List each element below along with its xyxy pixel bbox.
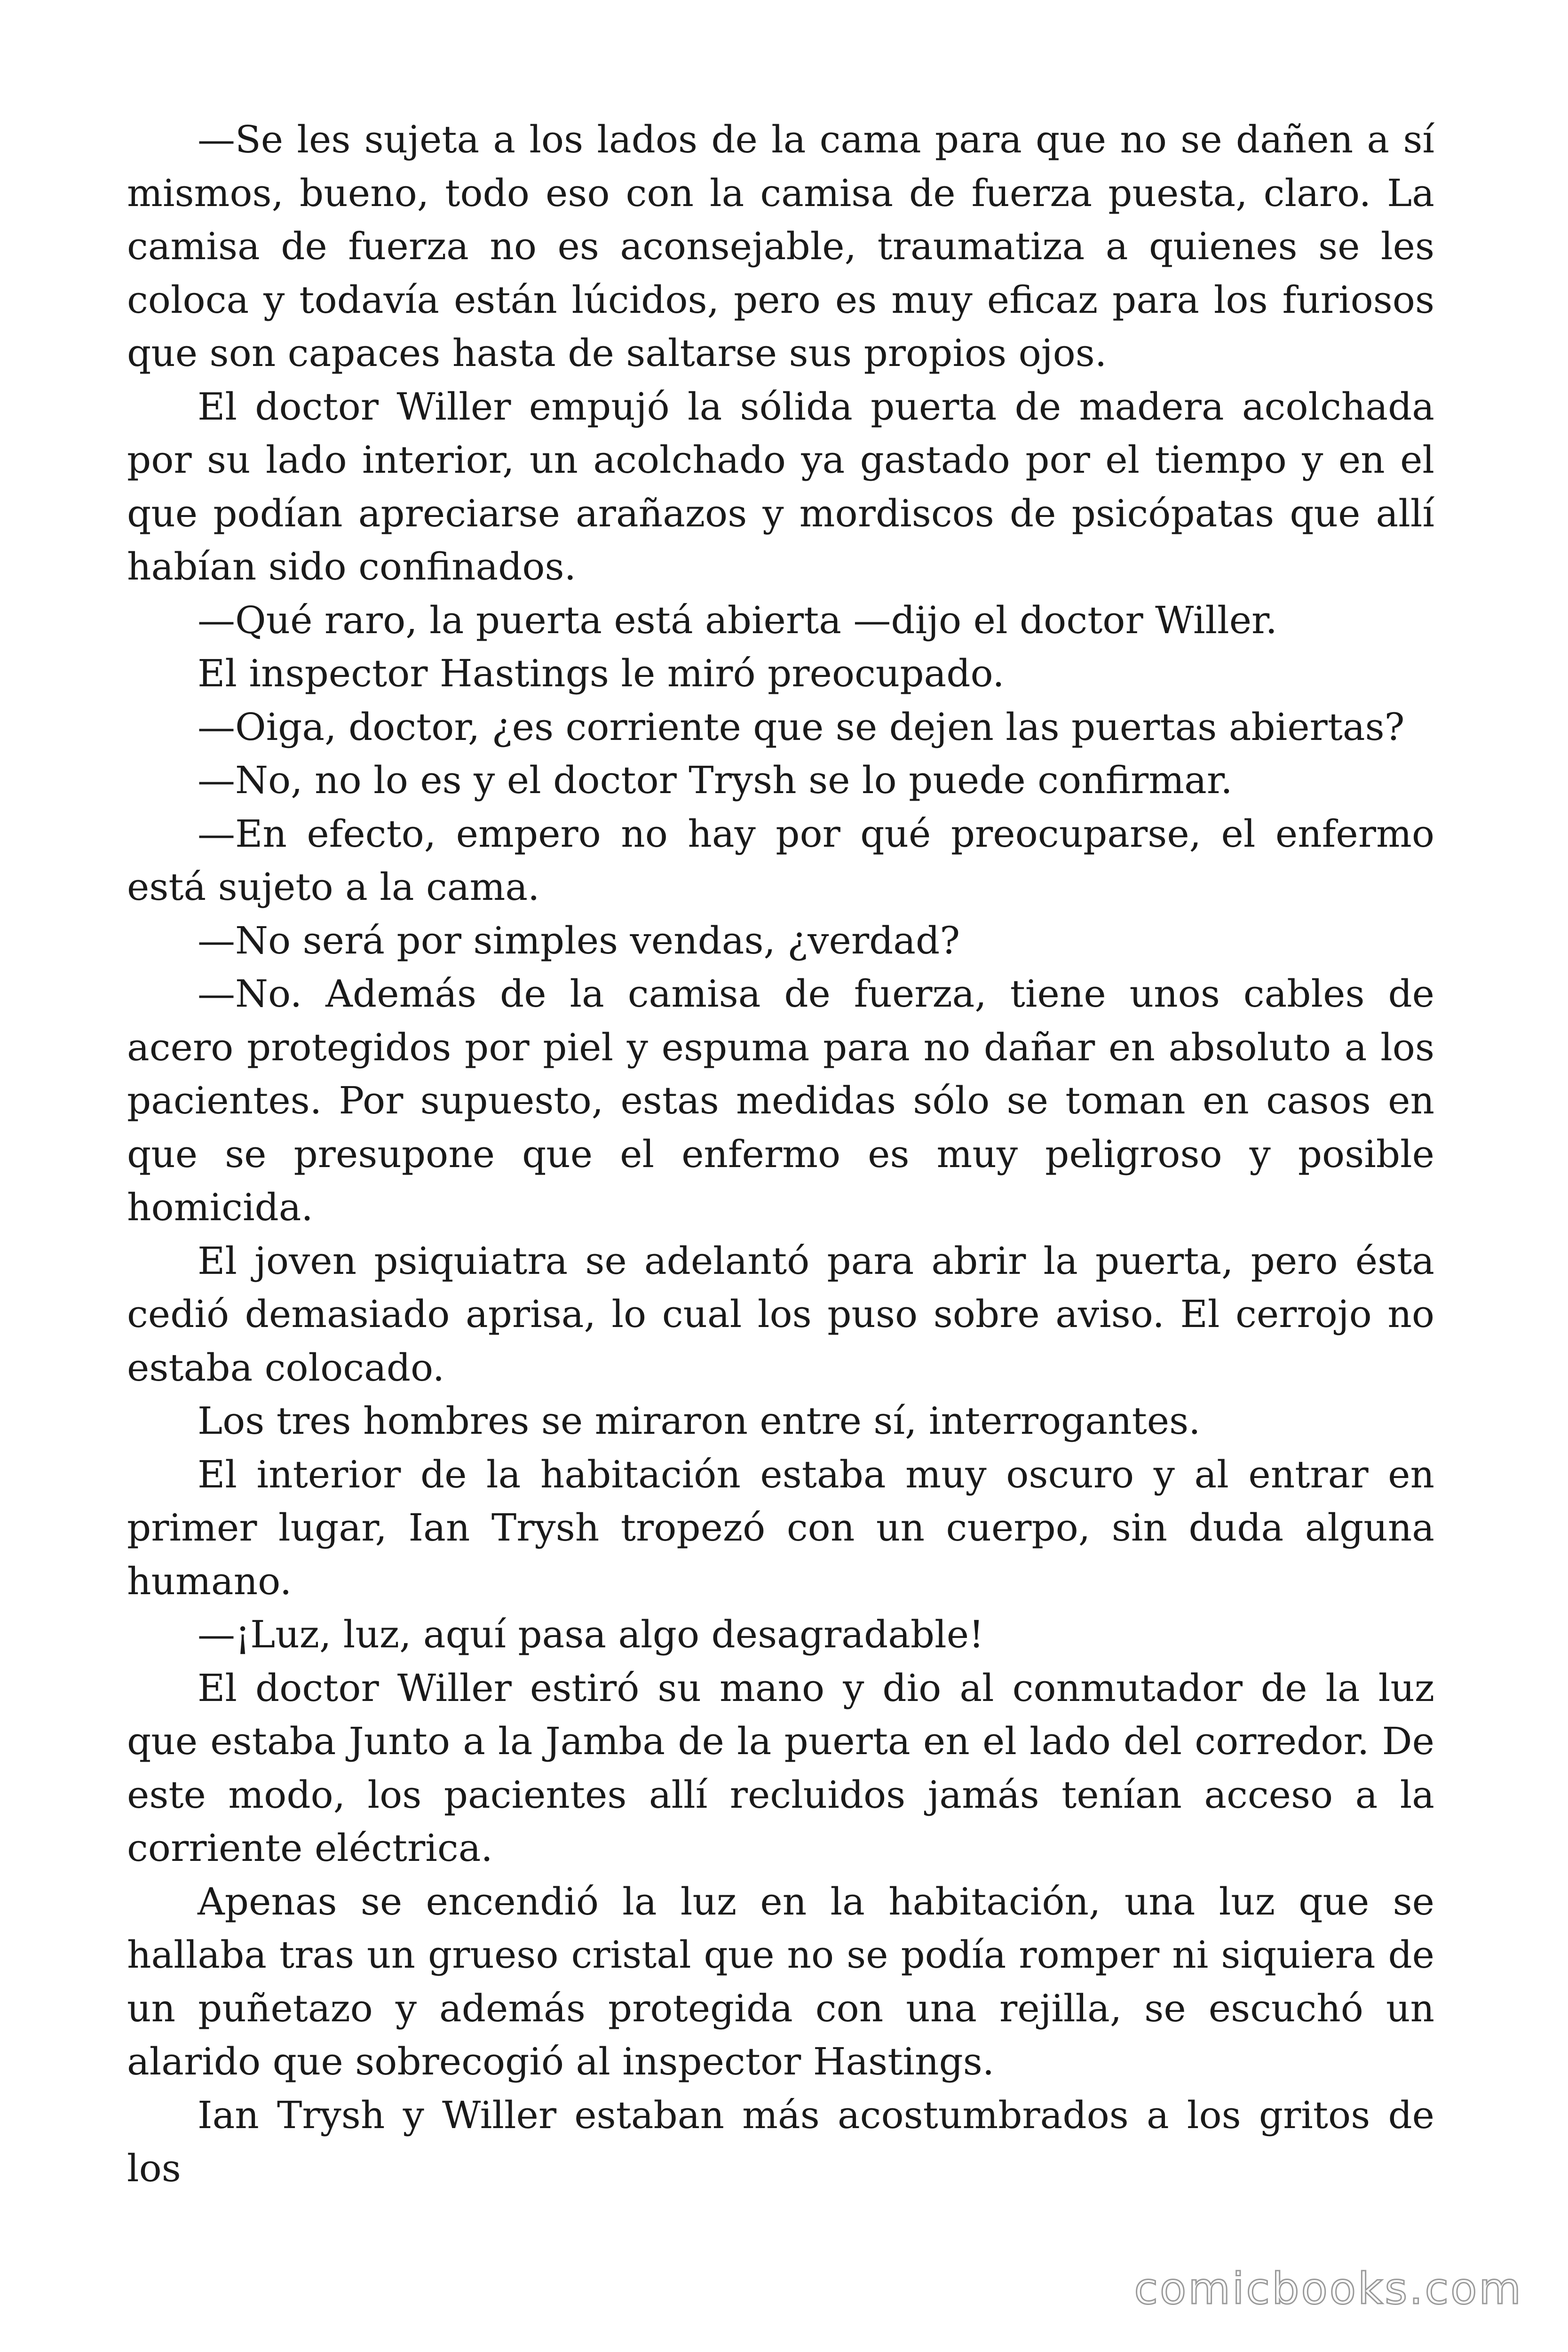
paragraph: —Qué raro, la puerta está abierta —dijo el doctor Willer. — [198, 598, 1277, 642]
paragraph: El doctor Willer estiró su mano y dio al conmutador de la luz que estaba Junto a la Jamba de la puerta en el lado del corredor. De este modo, los pacientes allí recluidos jamás tenían acceso a la corriente eléctrica. — [127, 1666, 1434, 1870]
paragraph: —¡Luz, luz, aquí pasa algo desagradable! — [198, 1613, 984, 1656]
paragraph: —No. Además de la camisa de fuerza, tiene unos cables de acero protegidos por piel y espuma para no dañar en absoluto a los pacientes. Por supuesto, estas medidas sólo se toman en casos en que se presupone que el enfermo es muy peligroso y posible homicida. — [127, 972, 1434, 1229]
paragraph: —En efecto, empero no hay por qué preocuparse, el enfermo está sujeto a la cama. — [127, 811, 1434, 909]
paragraph: —No será por simples vendas, ¿verdad? — [198, 918, 960, 962]
paragraph: —No, no lo es y el doctor Trysh se lo puede confirmar. — [198, 758, 1233, 802]
paragraph: Ian Trysh y Willer estaban más acostumbrados a los gritos de los — [127, 2093, 1434, 2190]
body-text — [127, 113, 1434, 2195]
paragraph: El doctor Willer empujó la sólida puerta de madera acolchada por su lado interior, un acolchado ya gastado por el tiempo y en el que podían apreciarse arañazos y mordiscos de psicópatas que allí habían sido confinados. — [127, 384, 1434, 588]
paragraph: El joven psiquiatra se adelantó para abrir la puerta, pero ésta cedió demasiado aprisa, lo cual los puso sobre aviso. El cerrojo no estaba colocado. — [127, 1239, 1434, 1390]
paragraph: —Oiga, doctor, ¿es corriente que se dejen las puertas abiertas? — [198, 705, 1405, 749]
paragraph: El inspector Hastings le miró preocupado. — [198, 652, 1005, 695]
paragraph: —Se les sujeta a los lados de la cama para que no se dañen a sí mismos, bueno, todo eso con la camisa de fuerza puesta, claro. La camisa de fuerza no es aconsejable, traumatiza a quienes se les coloca y todavía están lúcidos, pero es muy eficaz para los furiosos que son capaces hasta de saltarse sus propios ojos. — [127, 118, 1434, 375]
watermark: comicbooks.com — [1134, 2264, 1523, 2314]
paragraph: El interior de la habitación estaba muy oscuro y al entrar en primer lugar, Ian Trysh tropezó con un cuerpo, sin duda alguna humano. — [127, 1452, 1434, 1603]
paragraph: Los tres hombres se miraron entre sí, interrogantes. — [198, 1399, 1201, 1443]
paragraph: Apenas se encendió la luz en la habitación, una luz que se hallaba tras un grueso cristal que no se podía romper ni siquiera de un puñetazo y además protegida con una rejilla, se escuchó un alarido que sobrecogió al inspector Hastings. — [127, 1879, 1434, 2083]
